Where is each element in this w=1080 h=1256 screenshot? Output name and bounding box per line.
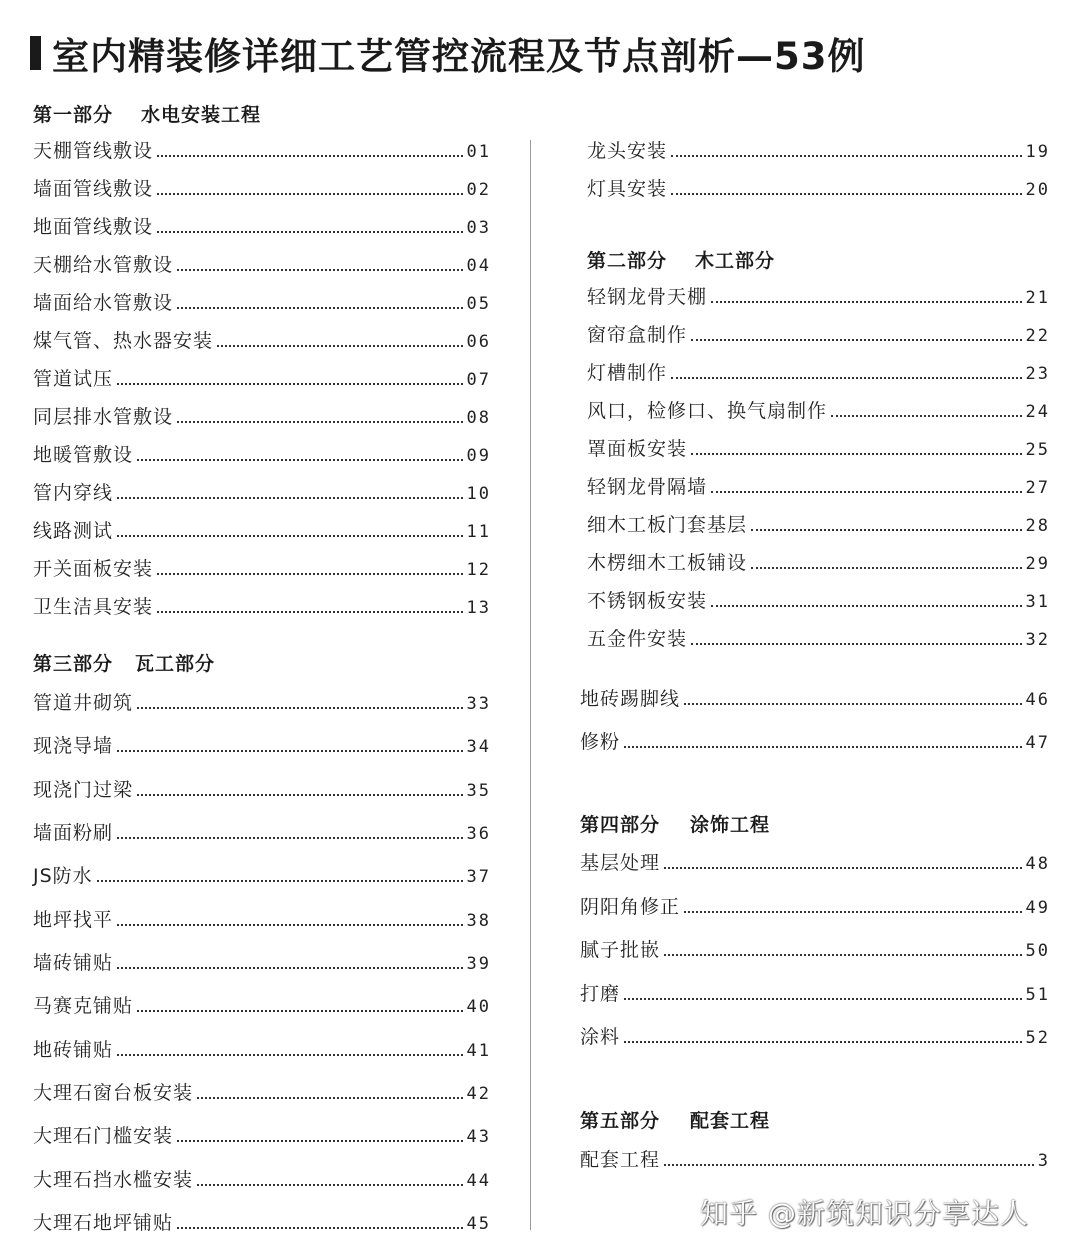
toc-entry-page: 38 bbox=[466, 911, 491, 931]
toc-entry[interactable] bbox=[580, 978, 1050, 1006]
section-heading-4 bbox=[580, 810, 770, 837]
toc-entry-page: 51 bbox=[1025, 985, 1050, 1005]
toc-entry-label: 龙头安装 bbox=[587, 140, 668, 162]
dot-leader bbox=[691, 339, 1022, 341]
toc-entry-label: 罩面板安装 bbox=[587, 438, 688, 460]
toc-entry[interactable] bbox=[587, 547, 1050, 575]
dot-leader bbox=[177, 1140, 463, 1142]
toc-entry-page: 32 bbox=[1025, 630, 1050, 650]
toc-entry-label: 管道试压 bbox=[33, 368, 114, 390]
toc-entry-page: 05 bbox=[466, 294, 491, 314]
dot-leader bbox=[117, 1054, 463, 1056]
toc-entry-page: 44 bbox=[466, 1171, 491, 1191]
toc-entry-page: 19 bbox=[1025, 142, 1050, 162]
toc-entry-page: 04 bbox=[466, 256, 491, 276]
dot-leader bbox=[711, 301, 1022, 303]
toc-entry[interactable] bbox=[33, 173, 491, 201]
dot-leader bbox=[117, 924, 463, 926]
toc-entry-label: 基层处理 bbox=[580, 852, 661, 874]
toc-entry-label: 线路测试 bbox=[33, 520, 114, 542]
toc-entry-label: 打磨 bbox=[580, 983, 621, 1005]
toc-entry[interactable] bbox=[33, 325, 491, 353]
section-number: 第三部分 bbox=[33, 653, 114, 675]
section-number: 第四部分 bbox=[580, 814, 661, 836]
dot-leader bbox=[684, 703, 1022, 705]
toc-entry-label: 墙面给水管敷设 bbox=[33, 292, 174, 314]
dot-leader bbox=[624, 1041, 1022, 1043]
toc-entry-label: 大理石地坪铺贴 bbox=[33, 1212, 174, 1234]
toc-entry-label: 管道井砌筑 bbox=[33, 692, 134, 714]
toc-entry[interactable] bbox=[587, 319, 1050, 347]
toc-entry-page: 34 bbox=[466, 737, 491, 757]
toc-entry-page: 35 bbox=[466, 781, 491, 801]
dot-leader bbox=[671, 193, 1022, 195]
dot-leader bbox=[684, 911, 1022, 913]
toc-entry-label: 修粉 bbox=[580, 731, 621, 753]
dot-leader bbox=[117, 837, 463, 839]
toc-entry-label: 阴阳角修正 bbox=[580, 896, 681, 918]
toc-entry-label: 涂料 bbox=[580, 1026, 621, 1048]
dot-leader bbox=[711, 605, 1022, 607]
toc-entry-label: 轻钢龙骨隔墙 bbox=[587, 476, 708, 498]
dot-leader bbox=[117, 383, 463, 385]
toc-entry-label: JS防水 bbox=[33, 865, 93, 887]
section-name: 木工部分 bbox=[695, 250, 776, 272]
dot-leader bbox=[97, 880, 463, 882]
dot-leader bbox=[117, 535, 463, 537]
toc-entry-label: 天棚给水管敷设 bbox=[33, 254, 174, 276]
toc-entry-label: 大理石窗台板安装 bbox=[33, 1082, 194, 1104]
toc-entry-label: 五金件安装 bbox=[587, 628, 688, 650]
dot-leader bbox=[664, 1164, 1034, 1166]
toc-entry[interactable] bbox=[33, 774, 491, 802]
dot-leader bbox=[197, 1184, 463, 1186]
section-name: 配套工程 bbox=[690, 1110, 771, 1132]
toc-entry-page: 45 bbox=[466, 1214, 491, 1234]
toc-entry[interactable] bbox=[33, 135, 491, 163]
dot-leader bbox=[671, 377, 1022, 379]
toc-entry-page: 29 bbox=[1025, 554, 1050, 574]
dot-leader bbox=[177, 307, 463, 309]
toc-entry[interactable] bbox=[33, 591, 491, 619]
toc-entry[interactable] bbox=[33, 249, 491, 277]
toc-entry[interactable] bbox=[587, 135, 1050, 163]
section-name: 瓦工部分 bbox=[135, 653, 216, 675]
toc-entry[interactable] bbox=[33, 1077, 491, 1105]
toc-entry-page: 01 bbox=[466, 142, 491, 162]
section-heading-5 bbox=[580, 1106, 770, 1133]
toc-entry[interactable] bbox=[33, 990, 491, 1018]
page-title: 室内精装修详细工艺管控流程及节点剖析—53例 bbox=[52, 35, 866, 78]
toc-entry-page: 20 bbox=[1025, 180, 1050, 200]
toc-entry-page: 46 bbox=[1025, 690, 1050, 710]
toc-entry-page: 11 bbox=[466, 522, 491, 542]
toc-entry-label: 地暖管敷设 bbox=[33, 444, 134, 466]
toc-entry[interactable] bbox=[587, 623, 1050, 651]
toc-entry[interactable] bbox=[33, 1120, 491, 1148]
toc-entry-label: 地坪找平 bbox=[33, 909, 114, 931]
toc-entry-label: 卫生洁具安装 bbox=[33, 596, 154, 618]
toc-entry-label: 大理石挡水槛安装 bbox=[33, 1169, 194, 1191]
section-heading-2 bbox=[587, 246, 775, 273]
toc-entry[interactable] bbox=[33, 477, 491, 505]
toc-entry-label: 灯具安装 bbox=[587, 178, 668, 200]
toc-entry[interactable] bbox=[33, 904, 491, 932]
toc-entry-page: 39 bbox=[466, 954, 491, 974]
dot-leader bbox=[691, 453, 1022, 455]
toc-entry-label: 天棚管线敷设 bbox=[33, 140, 154, 162]
toc-entry-label: 地面管线敷设 bbox=[33, 216, 154, 238]
dot-leader bbox=[691, 643, 1022, 645]
toc-entry-label: 现浇导墙 bbox=[33, 735, 114, 757]
toc-entry-label: 腻子批嵌 bbox=[580, 939, 661, 961]
toc-entry-page: 50 bbox=[1025, 941, 1050, 961]
watermark: 知乎 @新筑知识分享达人 bbox=[700, 1197, 1029, 1230]
toc-entry-label: 地砖铺贴 bbox=[33, 1039, 114, 1061]
toc-entry[interactable] bbox=[33, 1034, 491, 1062]
toc-entry-page: 06 bbox=[466, 332, 491, 352]
dot-leader bbox=[177, 269, 463, 271]
dot-leader bbox=[177, 1227, 463, 1229]
toc-entry-label: 灯槽制作 bbox=[587, 362, 668, 384]
toc-entry-page: 49 bbox=[1025, 898, 1050, 918]
toc-entry[interactable] bbox=[33, 553, 491, 581]
dot-leader bbox=[751, 529, 1022, 531]
dot-leader bbox=[177, 421, 463, 423]
dot-leader bbox=[157, 573, 463, 575]
toc-entry[interactable] bbox=[587, 509, 1050, 537]
toc-entry[interactable] bbox=[33, 401, 491, 429]
toc-entry[interactable] bbox=[33, 287, 491, 315]
dot-leader bbox=[157, 231, 463, 233]
section-heading-3 bbox=[33, 649, 215, 676]
toc-entry-label: 马赛克铺贴 bbox=[33, 995, 134, 1017]
toc-entry[interactable] bbox=[33, 947, 491, 975]
toc-entry[interactable] bbox=[580, 683, 1050, 711]
toc-entry-page: 10 bbox=[466, 484, 491, 504]
section-name: 涂饰工程 bbox=[690, 814, 771, 836]
toc-entry-label: 墙面管线敷设 bbox=[33, 178, 154, 200]
toc-entry-page: 47 bbox=[1025, 733, 1050, 753]
dot-leader bbox=[137, 459, 463, 461]
toc-entry[interactable] bbox=[587, 281, 1050, 309]
dot-leader bbox=[137, 707, 463, 709]
dot-leader bbox=[137, 794, 463, 796]
toc-entry-page: 33 bbox=[466, 694, 491, 714]
toc-entry-page: 24 bbox=[1025, 402, 1050, 422]
toc-entry[interactable] bbox=[587, 585, 1050, 613]
toc-entry-page: 40 bbox=[466, 997, 491, 1017]
toc-entry-label: 风口，检修口、换气扇制作 bbox=[587, 400, 828, 422]
toc-entry-page: 09 bbox=[466, 446, 491, 466]
toc-entry-label: 同层排水管敷设 bbox=[33, 406, 174, 428]
toc-entry[interactable] bbox=[33, 1164, 491, 1192]
section-number: 第二部分 bbox=[587, 250, 668, 272]
dot-leader bbox=[711, 491, 1022, 493]
toc-entry[interactable] bbox=[580, 891, 1050, 919]
dot-leader bbox=[624, 998, 1022, 1000]
toc-entry[interactable] bbox=[587, 433, 1050, 461]
toc-entry[interactable] bbox=[33, 363, 491, 391]
toc-entry-page: 28 bbox=[1025, 516, 1050, 536]
section-number: 第一部分 bbox=[33, 104, 114, 126]
toc-entry[interactable] bbox=[33, 730, 491, 758]
toc-entry-page: 37 bbox=[466, 867, 491, 887]
toc-entry[interactable] bbox=[587, 471, 1050, 499]
toc-entry[interactable] bbox=[33, 1207, 491, 1235]
toc-entry-label: 管内穿线 bbox=[33, 482, 114, 504]
toc-entry-label: 不锈钢板安装 bbox=[587, 590, 708, 612]
toc-entry-page: 41 bbox=[466, 1041, 491, 1061]
toc-entry-page: 21 bbox=[1025, 288, 1050, 308]
dot-leader bbox=[117, 967, 463, 969]
toc-entry-page: 25 bbox=[1025, 440, 1050, 460]
toc-entry-label: 大理石门槛安装 bbox=[33, 1125, 174, 1147]
toc-entry[interactable] bbox=[580, 1144, 1050, 1172]
toc-entry-page: 48 bbox=[1025, 854, 1050, 874]
toc-entry[interactable] bbox=[580, 1021, 1050, 1049]
dot-leader bbox=[117, 497, 463, 499]
section-name: 水电安装工程 bbox=[141, 104, 262, 126]
toc-entry[interactable] bbox=[587, 395, 1050, 423]
toc-entry-page: 22 bbox=[1025, 326, 1050, 346]
dot-leader bbox=[157, 611, 463, 613]
dot-leader bbox=[217, 345, 463, 347]
dot-leader bbox=[831, 415, 1022, 417]
toc-entry-page: 02 bbox=[466, 180, 491, 200]
toc-entry-page: 08 bbox=[466, 408, 491, 428]
toc-entry[interactable] bbox=[33, 687, 491, 715]
toc-entry-label: 细木工板门套基层 bbox=[587, 514, 748, 536]
section-heading-1 bbox=[33, 100, 261, 127]
toc-entry-label: 地砖踢脚线 bbox=[580, 688, 681, 710]
dot-leader bbox=[671, 155, 1022, 157]
toc-entry-label: 现浇门过梁 bbox=[33, 779, 134, 801]
dot-leader bbox=[137, 1010, 463, 1012]
dot-leader bbox=[664, 954, 1022, 956]
dot-leader bbox=[117, 750, 463, 752]
toc-entry-page: 03 bbox=[466, 218, 491, 238]
toc-entry-page: 31 bbox=[1025, 592, 1050, 612]
toc-entry-label: 窗帘盒制作 bbox=[587, 324, 688, 346]
toc-entry-label: 轻钢龙骨天棚 bbox=[587, 286, 708, 308]
toc-entry-page: 42 bbox=[466, 1084, 491, 1104]
toc-entry[interactable] bbox=[587, 357, 1050, 385]
dot-leader bbox=[157, 155, 463, 157]
toc-entry-page: 07 bbox=[466, 370, 491, 390]
dot-leader bbox=[664, 867, 1022, 869]
toc-entry-page: 43 bbox=[466, 1127, 491, 1147]
toc-entry-label: 开关面板安装 bbox=[33, 558, 154, 580]
dot-leader bbox=[624, 746, 1022, 748]
dot-leader bbox=[751, 567, 1022, 569]
column-divider bbox=[530, 140, 531, 1230]
toc-entry-page: 27 bbox=[1025, 478, 1050, 498]
toc-entry[interactable] bbox=[580, 726, 1050, 754]
toc-entry-page: 36 bbox=[466, 824, 491, 844]
toc-entry-page: 12 bbox=[466, 560, 491, 580]
toc-entry-page: 52 bbox=[1025, 1028, 1050, 1048]
toc-entry[interactable] bbox=[33, 515, 491, 543]
toc-entry[interactable] bbox=[580, 934, 1050, 962]
toc-entry[interactable] bbox=[580, 847, 1050, 875]
toc-entry-page: 23 bbox=[1025, 364, 1050, 384]
toc-entry-label: 煤气管、热水器安装 bbox=[33, 330, 214, 352]
dot-leader bbox=[157, 193, 463, 195]
toc-entry-label: 木楞细木工板铺设 bbox=[587, 552, 748, 574]
section-number: 第五部分 bbox=[580, 1110, 661, 1132]
toc-entry[interactable] bbox=[33, 211, 491, 239]
toc-entry[interactable] bbox=[587, 173, 1050, 201]
title-accent-bar bbox=[30, 36, 41, 70]
toc-entry-label: 配套工程 bbox=[580, 1149, 661, 1171]
dot-leader bbox=[197, 1097, 463, 1099]
toc-entry-label: 墙砖铺贴 bbox=[33, 952, 114, 974]
toc-entry[interactable] bbox=[33, 817, 491, 845]
toc-entry[interactable] bbox=[33, 860, 491, 888]
toc-entry-label: 墙面粉刷 bbox=[33, 822, 114, 844]
toc-entry[interactable] bbox=[33, 439, 491, 467]
toc-entry-page: 13 bbox=[466, 598, 491, 618]
toc-entry-page: 3 bbox=[1037, 1151, 1050, 1171]
